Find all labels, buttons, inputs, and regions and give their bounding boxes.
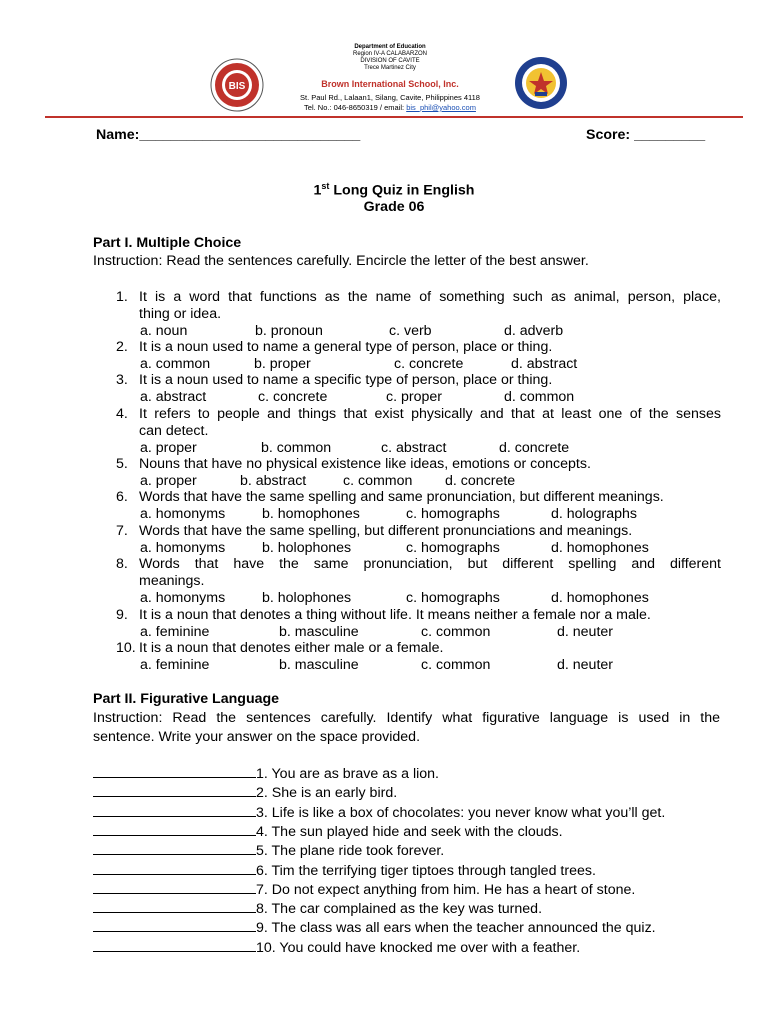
- part2-instruction-line1: Instruction: Read the sentences carefully. Identify what figurative language is used in the: [93, 710, 720, 726]
- answer-choice[interactable]: c. proper: [386, 389, 442, 405]
- answer-choice[interactable]: c. common: [421, 624, 491, 640]
- school-address: St. Paul Rd., Lalaan1, Silang, Cavite, Philippines 4118: [300, 93, 480, 102]
- part1-heading: Part I. Multiple Choice: [93, 235, 242, 251]
- answer-choice[interactable]: a. proper: [140, 473, 197, 489]
- school-logo-icon: [210, 58, 264, 112]
- answer-choice[interactable]: a. noun: [140, 323, 188, 339]
- answer-choice[interactable]: d. neuter: [557, 624, 614, 640]
- question-number: 10.: [116, 640, 136, 656]
- answer-choice[interactable]: a. feminine: [140, 657, 210, 673]
- figurative-sentence: 7. Do not expect anything from him. He has a heart of stone.: [256, 881, 636, 898]
- title-text: Long Quiz in English: [329, 182, 475, 199]
- figurative-item-3: [93, 803, 665, 821]
- answer-choice[interactable]: c. concrete: [258, 389, 328, 405]
- question-text: Words that have the same spelling, but different pronunciations and meanings.: [139, 523, 633, 539]
- question-text: Words that have the same spelling and same pronunciation, but different meanings.: [139, 489, 664, 505]
- figurative-sentence: 8. The car complained as the key was turned.: [256, 901, 543, 918]
- grade-title: Grade 06: [363, 199, 425, 215]
- question-text: It is a word that functions as the name of something such as animal, person, place,: [139, 289, 721, 305]
- answer-choice[interactable]: d. concrete: [499, 440, 570, 456]
- answer-choice[interactable]: a. feminine: [140, 624, 210, 640]
- answer-choice[interactable]: c. common: [421, 657, 491, 673]
- part2-heading: Part II. Figurative Language: [93, 691, 280, 707]
- email-link[interactable]: bis_phil@yahoo.com: [406, 103, 476, 112]
- part2-instruction-line2: sentence. Write your answer on the space provided.: [93, 729, 421, 745]
- answer-blank[interactable]: [93, 783, 256, 797]
- letterhead: [0, 40, 768, 120]
- answer-choice[interactable]: d. abstract: [511, 356, 578, 372]
- answer-blank[interactable]: [93, 841, 256, 855]
- answer-choice[interactable]: c. concrete: [394, 356, 464, 372]
- school-contact: [270, 103, 510, 113]
- question-number: 7.: [116, 523, 128, 539]
- answer-choice[interactable]: a. homonyms: [140, 506, 226, 522]
- answer-blank[interactable]: [93, 899, 256, 913]
- header-divider: [45, 116, 743, 118]
- question-text: Words that have the same pronunciation, but different spelling and different: [139, 556, 721, 572]
- question-number: 5.: [116, 456, 128, 472]
- answer-choice[interactable]: c. homographs: [406, 590, 500, 606]
- dept-text: Department of Education: [354, 44, 426, 50]
- figurative-item-7: [93, 880, 635, 898]
- question-text: It is a noun that denotes either male or a female.: [139, 640, 444, 656]
- answer-blank[interactable]: [93, 803, 256, 817]
- figurative-sentence: 6. Tim the terrifying tiger tiptoes through tangled trees.: [256, 862, 596, 879]
- answer-choice[interactable]: b. holophones: [262, 590, 352, 606]
- answer-blank[interactable]: [93, 822, 256, 836]
- name-field[interactable]: Name:____________________________: [96, 127, 361, 143]
- question-text: It is a noun used to name a specific type of person, place or thing.: [139, 372, 553, 388]
- answer-blank[interactable]: [93, 938, 256, 952]
- answer-blank[interactable]: [93, 861, 256, 875]
- figurative-sentence: 5. The plane ride took forever.: [256, 843, 445, 860]
- question-number: 1.: [116, 289, 128, 305]
- answer-choice[interactable]: a. proper: [140, 440, 197, 456]
- school-name: Brown International School, Inc.: [321, 79, 459, 89]
- question-text-cont: thing or idea.: [139, 306, 222, 322]
- answer-blank[interactable]: [93, 880, 256, 894]
- question-text: It is a noun that denotes a thing without life. It means neither a female nor a male.: [139, 607, 651, 623]
- answer-choice[interactable]: a. homonyms: [140, 590, 226, 606]
- question-number: 9.: [116, 607, 128, 623]
- answer-choice[interactable]: b. pronoun: [255, 323, 323, 339]
- question-number: 4.: [116, 406, 128, 422]
- answer-choice[interactable]: d. neuter: [557, 657, 614, 673]
- part1-instruction: Instruction: Read the sentences carefully. Encircle the letter of the best answer.: [93, 253, 589, 269]
- tel-text: Tel. No.: 046-8650319 / email:: [304, 103, 407, 112]
- figurative-sentence: 10. You could have knocked me over with a feather.: [256, 939, 581, 956]
- question-text-cont: meanings.: [139, 573, 205, 589]
- answer-choice[interactable]: b. masculine: [279, 624, 359, 640]
- question-number: 3.: [116, 372, 128, 388]
- header-text: [270, 44, 510, 113]
- figurative-item-2: [93, 783, 397, 801]
- region-text: Region IV-A CALABARZON: [352, 51, 428, 57]
- answer-choice[interactable]: a. abstract: [140, 389, 207, 405]
- title-ordinal: st: [321, 181, 330, 191]
- figurative-item-8: [93, 899, 542, 917]
- answer-choice[interactable]: d. homophones: [551, 540, 649, 556]
- figurative-item-10: [93, 938, 580, 956]
- answer-choice[interactable]: c. verb: [389, 323, 432, 339]
- answer-choice[interactable]: b. proper: [254, 356, 311, 372]
- question-number: 6.: [116, 489, 128, 505]
- answer-blank[interactable]: [93, 918, 256, 932]
- answer-choice[interactable]: a. homonyms: [140, 540, 226, 556]
- answer-choice[interactable]: d. homophones: [551, 590, 649, 606]
- figurative-item-1: [93, 764, 439, 782]
- figurative-item-6: [93, 861, 596, 879]
- division-text: DIVISION OF CAVITE: [360, 58, 420, 64]
- title-number: 1: [313, 182, 322, 199]
- question-text: It refers to people and things that exist physically and that at least one of the senses: [139, 406, 721, 422]
- city-text: Trece Martinez City: [364, 65, 416, 71]
- answer-choice[interactable]: b. common: [261, 440, 332, 456]
- figurative-item-9: [93, 918, 656, 936]
- answer-choice[interactable]: c. abstract: [381, 440, 447, 456]
- figurative-item-5: [93, 841, 444, 859]
- answer-choice[interactable]: b. masculine: [279, 657, 359, 673]
- answer-choice[interactable]: c. homographs: [406, 506, 500, 522]
- answer-choice[interactable]: a. common: [140, 356, 211, 372]
- figurative-sentence: 1. You are as brave as a lion.: [256, 766, 439, 782]
- answer-choice[interactable]: d. common: [504, 389, 575, 405]
- logo-text: BIS: [228, 81, 246, 92]
- question-number: 2.: [116, 339, 128, 355]
- answer-choice[interactable]: b. abstract: [240, 473, 307, 489]
- figurative-item-4: [93, 822, 563, 840]
- figurative-sentence: 4. The sun played hide and seek with the clouds.: [256, 823, 563, 840]
- question-text: It is a noun used to name a general type of person, place or thing.: [139, 339, 553, 355]
- question-text-cont: can detect.: [139, 423, 209, 439]
- figurative-sentence: 9. The class was all ears when the teacher announced the quiz.: [256, 920, 656, 937]
- figurative-sentence: 2. She is an early bird.: [256, 785, 398, 802]
- answer-choice[interactable]: b. holophones: [262, 540, 352, 556]
- answer-choice[interactable]: b. homophones: [262, 506, 360, 522]
- question-text: Nouns that have no physical existence like ideas, emotions or concepts.: [139, 456, 591, 472]
- answer-choice[interactable]: d. adverb: [504, 323, 564, 339]
- deped-seal-icon: [514, 56, 568, 110]
- answer-choice[interactable]: c. common: [343, 473, 413, 489]
- answer-choice[interactable]: c. homographs: [406, 540, 500, 556]
- answer-blank[interactable]: [93, 764, 256, 778]
- score-field[interactable]: Score: _________: [586, 127, 706, 143]
- answer-choice[interactable]: d. concrete: [445, 473, 516, 489]
- question-number: 8.: [116, 556, 128, 572]
- figurative-sentence: 3. Life is like a box of chocolates: you never know what you’ll get.: [256, 804, 666, 821]
- quiz-title: [0, 181, 768, 199]
- answer-choice[interactable]: d. holographs: [551, 506, 637, 522]
